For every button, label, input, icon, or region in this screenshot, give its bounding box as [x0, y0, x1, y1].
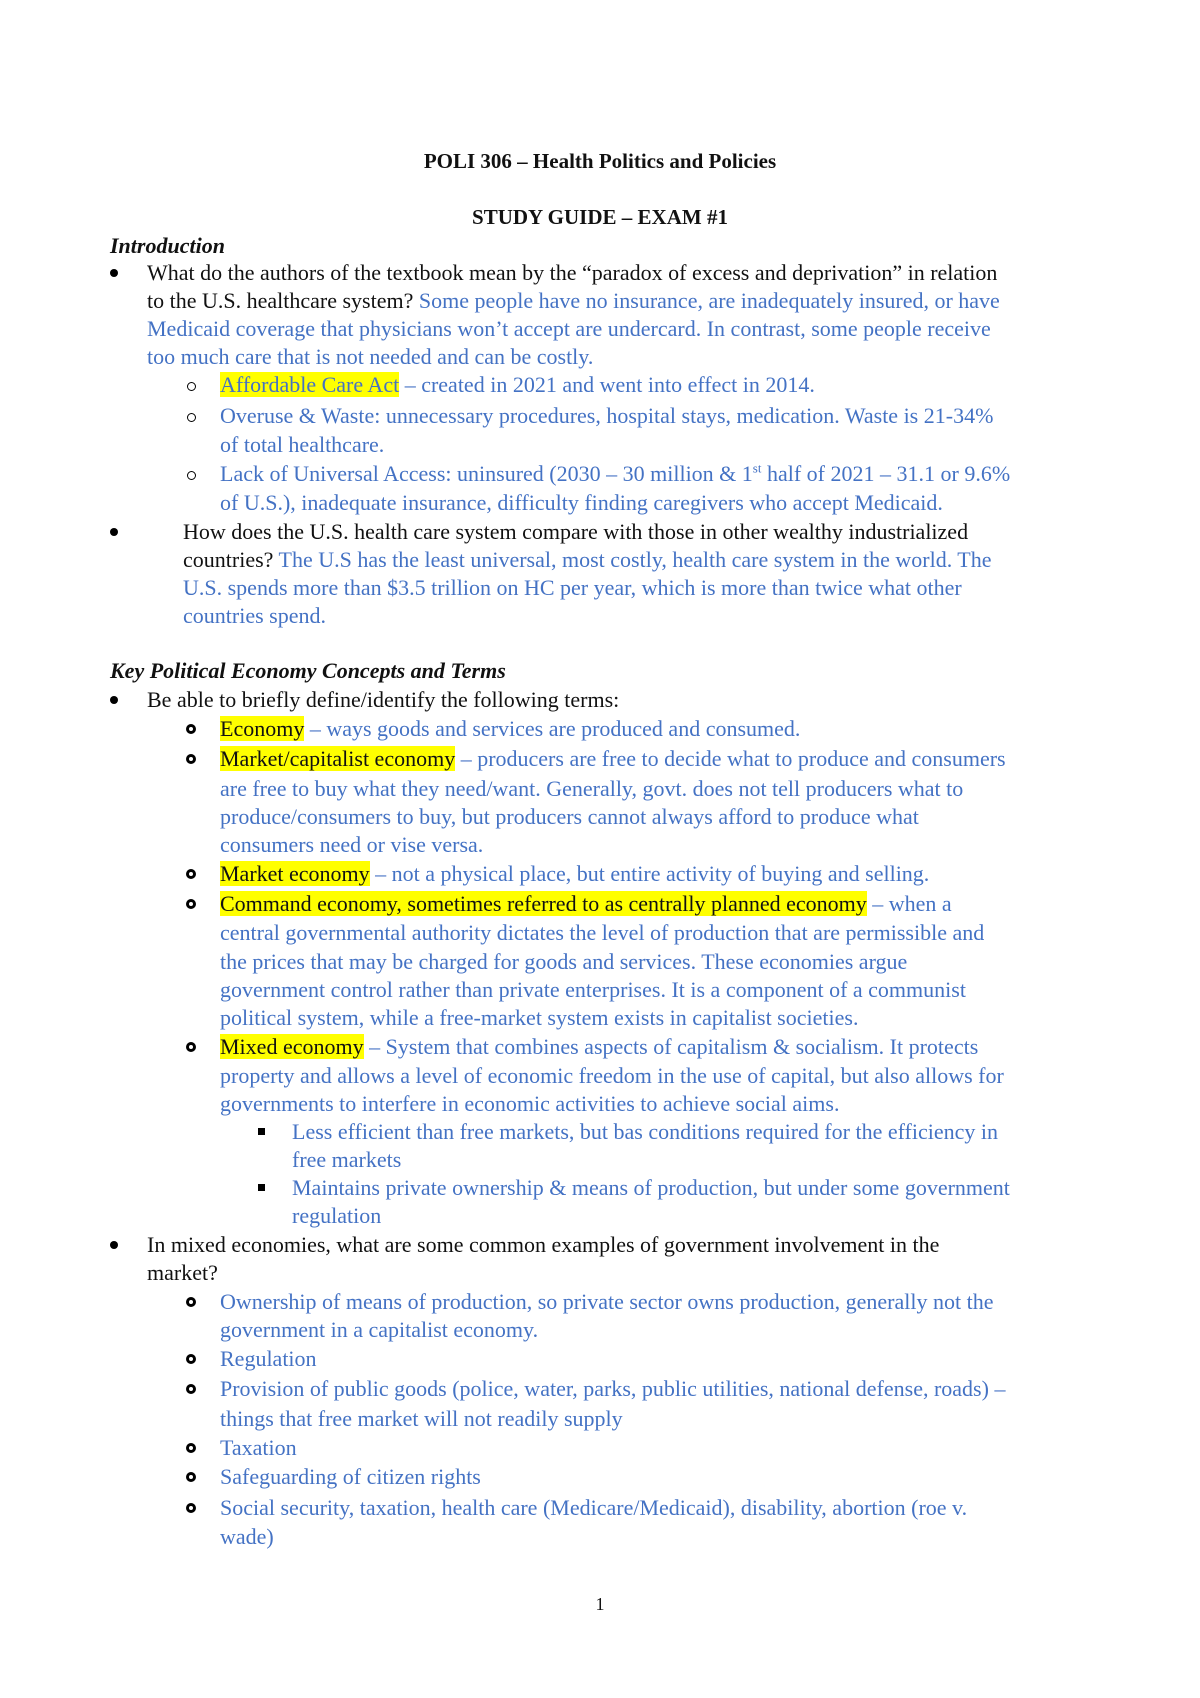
sub-bullet-icon — [186, 1443, 196, 1453]
sub-bullet-icon — [186, 1384, 196, 1394]
market-capitalist-line-4: consumers need or vise versa. — [220, 832, 484, 857]
example-1-line-1: Ownership of means of production, so private sector owns production, generally not the — [220, 1289, 994, 1314]
document-title: POLI 306 – Health Politics and Policies — [423, 149, 777, 173]
square-bullet-icon — [258, 1184, 265, 1191]
answer-2-line-4: countries spend. — [183, 603, 326, 628]
market-capitalist-line-1 — [220, 745, 1006, 773]
example-4: Taxation — [220, 1435, 297, 1460]
access-text-a: Lack of Universal Access: uninsured (2030 – 30 million & 1 — [220, 461, 753, 486]
command-line-1 — [220, 890, 952, 918]
question-1-line-1: What do the authors of the textbook mean by the “paradox of excess and deprivation” in relation — [147, 260, 998, 285]
example-3-line-2: things that free market will not readily supply — [220, 1406, 623, 1431]
sub-bullet-icon — [186, 1042, 196, 1052]
aca-term: Affordable Care Act — [220, 372, 400, 397]
market-capitalist-line-3: produce/consumers to buy, but producers cannot always afford to produce what — [220, 804, 919, 829]
answer-1-line-3: Medicaid coverage that physicians won’t accept are undercard. In contrast, some people receive — [147, 316, 991, 341]
question-1-text: to the U.S. healthcare system? — [147, 288, 414, 313]
overuse-line-1: Overuse & Waste: unnecessary procedures, hospital stays, medication. Waste is 21-34% — [220, 403, 994, 428]
question-2-line-1: How does the U.S. health care system compare with those in other wealthy industrialized — [183, 519, 969, 544]
question-2-line-2 — [183, 546, 992, 574]
command-line-4: government control rather than private enterprises. It is a component of a communist — [220, 977, 966, 1002]
section-heading-concepts: Key Political Economy Concepts and Terms — [110, 658, 506, 683]
market-economy-term: Market economy — [220, 861, 370, 886]
economy-term: Economy — [220, 716, 305, 741]
economy-item — [220, 715, 800, 743]
example-2: Regulation — [220, 1346, 317, 1371]
answer-1-line-4: too much care that is not needed and can be costly. — [147, 344, 594, 369]
sub-bullet-icon — [187, 471, 196, 480]
aca-definition: – created in 2021 and went into effect in 2014. — [399, 372, 815, 397]
mixed-line-2: property and allows a level of economic freedom in the use of capital, but also allows for — [220, 1063, 1004, 1088]
example-3-line-1: Provision of public goods (police, water, parks, public utilities, national defense, roads) – — [220, 1376, 1006, 1401]
example-5: Safeguarding of citizen rights — [220, 1464, 481, 1489]
bullet-icon — [110, 696, 118, 704]
sub-bullet-icon — [186, 1472, 196, 1482]
overuse-line-2: of total healthcare. — [220, 432, 385, 457]
access-text-b: half of 2021 – 31.1 or 9.6% — [761, 461, 1011, 486]
mixed-sub-2-line-2: regulation — [292, 1203, 382, 1228]
answer-2-line-3: U.S. spends more than $3.5 trillion on HC per year, which is more than twice what other — [183, 575, 962, 600]
example-6-line-2: wade) — [220, 1524, 274, 1549]
mixed-line-3: governments to interfere in economic activities to achieve social aims. — [220, 1091, 840, 1116]
market-economy-definition: – not a physical place, but entire activity of buying and selling. — [369, 861, 930, 886]
sub-bullet-icon — [186, 754, 196, 764]
mixed-sub-1-line-1: Less efficient than free markets, but bas conditions required for the efficiency in — [292, 1119, 998, 1144]
access-line-2: of U.S.), inadequate insurance, difficulty finding caregivers who accept Medicaid. — [220, 490, 943, 515]
terms-lead: Be able to briefly define/identify the following terms: — [147, 687, 620, 712]
page-number: 1 — [595, 1594, 605, 1614]
command-line-2: central governmental authority dictates the level of production that are permissible and — [220, 920, 985, 945]
economy-definition: – ways goods and services are produced and consumed. — [304, 716, 801, 741]
answer-1-text: Some people have no insurance, are inadequately insured, or have — [413, 288, 1000, 313]
sub-bullet-icon — [186, 724, 196, 734]
sub-bullet-icon — [186, 1503, 196, 1513]
sub-bullet-icon — [186, 1297, 196, 1307]
question-3-line-2: market? — [147, 1260, 218, 1285]
sub-bullet-icon — [187, 413, 196, 422]
mixed-line-1 — [220, 1033, 978, 1061]
question-1-line-2 — [147, 287, 1000, 315]
sub-bullet-icon — [186, 1354, 196, 1364]
bullet-icon — [110, 528, 118, 536]
answer-2-text: The U.S has the least universal, most costly, health care system in the world. The — [273, 547, 992, 572]
command-line-5: political system, while a free-market system exists in capitalist societies. — [220, 1005, 859, 1030]
bullet-icon — [110, 1241, 118, 1249]
mixed-definition: – System that combines aspects of capitalism & socialism. It protects — [363, 1034, 979, 1059]
question-2-text: countries? — [183, 547, 274, 572]
sub-bullet-icon — [186, 869, 196, 879]
sub-bullet-icon — [186, 899, 196, 909]
command-definition: – when a — [866, 891, 952, 916]
command-line-3: the prices that may be charged for goods and services. These economies argue — [220, 949, 908, 974]
sub-bullet-icon — [187, 382, 196, 391]
market-capitalist-term: Market/capitalist economy — [220, 746, 456, 771]
square-bullet-icon — [258, 1128, 265, 1135]
market-capitalist-line-2: are free to buy what they need/want. Generally, govt. does not tell producers what to — [220, 776, 964, 801]
market-capitalist-definition: – producers are free to decide what to produce and consumers — [455, 746, 1006, 771]
example-1-line-2: government in a capitalist economy. — [220, 1317, 539, 1342]
bullet-icon — [110, 269, 118, 277]
section-heading-introduction: Introduction — [110, 233, 225, 258]
aca-item — [220, 371, 815, 399]
command-term: Command economy, sometimes referred to as centrally planned economy — [220, 891, 867, 916]
example-6-line-1: Social security, taxation, health care (Medicare/Medicaid), disability, abortion (roe v. — [220, 1495, 968, 1520]
mixed-sub-2-line-1: Maintains private ownership & means of production, but under some government — [292, 1175, 1010, 1200]
question-3-line-1: In mixed economies, what are some common examples of government involvement in the — [147, 1232, 940, 1257]
mixed-sub-1-line-2: free markets — [292, 1147, 402, 1172]
access-line-1 — [220, 460, 1010, 488]
mixed-term: Mixed economy — [220, 1034, 364, 1059]
market-economy-item — [220, 860, 929, 888]
document-subtitle: STUDY GUIDE – EXAM #1 — [472, 205, 728, 229]
access-superscript: st — [752, 460, 762, 476]
